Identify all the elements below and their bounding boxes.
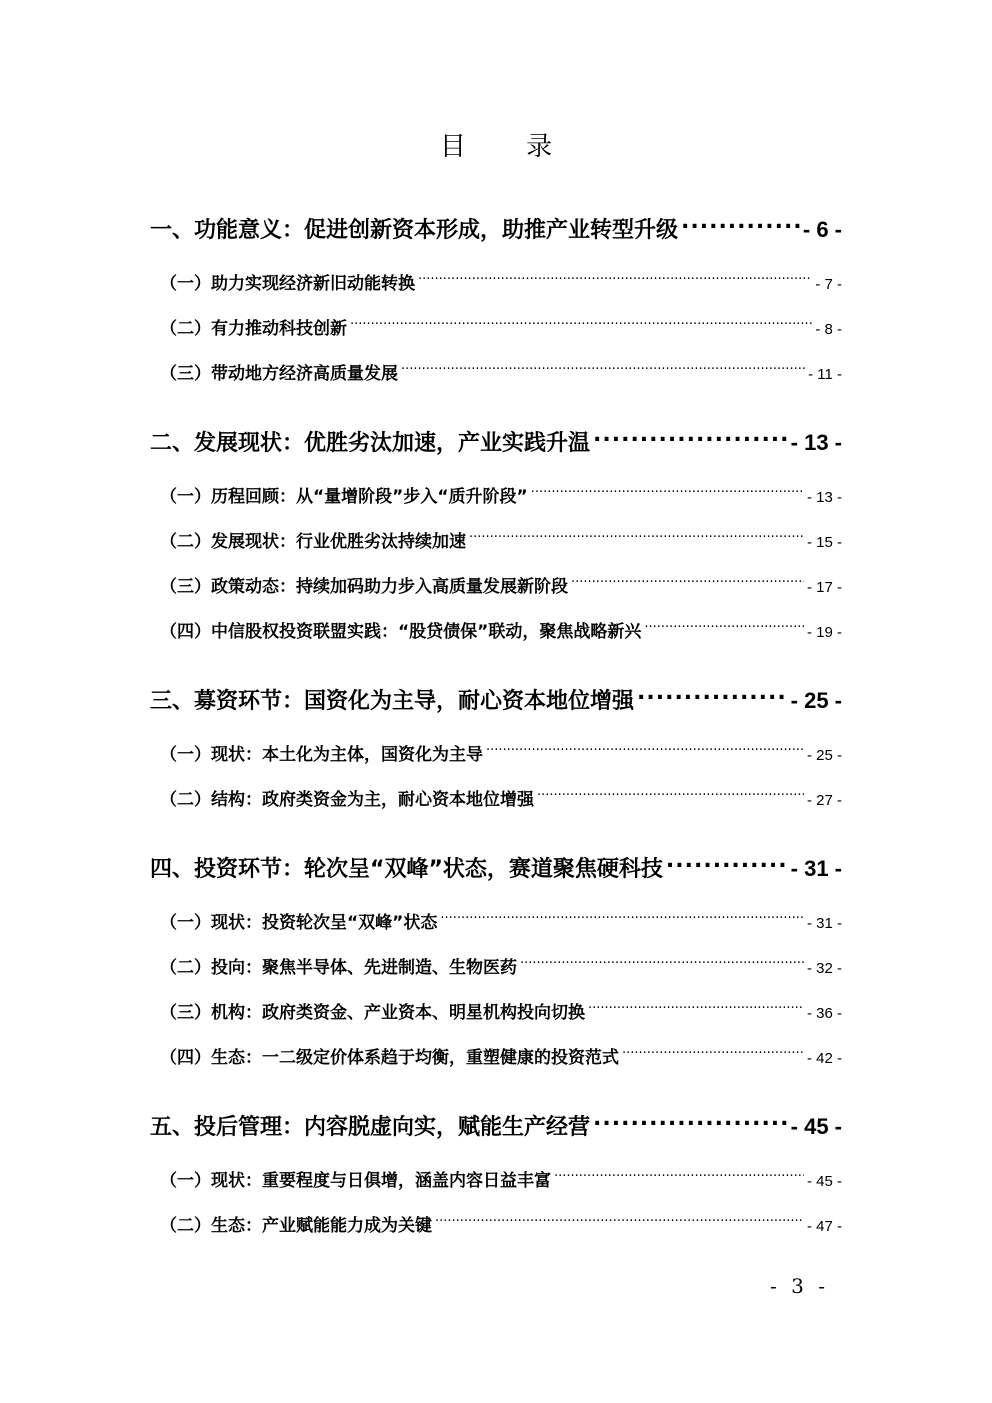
toc-entry-label: 二、发展现状：优胜劣汰加速，产业实践升温 [150,431,591,456]
toc-entry-label: （一）助力实现经济新旧动能转换 [160,274,415,294]
toc-entry-page: - 7 - [815,276,842,293]
toc-dot-leader [531,485,804,502]
toc-entry-label: （一）现状：重要程度与日俱增，涵盖内容日益丰富 [160,1171,551,1191]
toc-entry-page: - 27 - [806,792,842,809]
toc-dot-leader [644,620,804,637]
toc-dot-leader [571,575,804,592]
toc-entry-page: - 31 - [790,856,842,881]
toc-dot-leader [593,1112,788,1134]
toc-dot-leader [440,911,804,928]
toc-entry-page: - 6 - [802,217,842,242]
toc-entry-label: 三、募资环节：国资化为主导，耐心资本地位增强 [150,689,635,714]
toc-entry-page: - 45 - [806,1173,842,1190]
toc-entry-label: （三）带动地方经济高质量发展 [160,364,398,384]
toc-dot-leader [486,743,804,760]
toc-dot-leader [418,272,812,289]
toc-entry-section[interactable] [160,1213,842,1239]
toc-dot-leader [469,530,804,547]
toc-entry-page: - 19 - [806,624,842,641]
toc-entry-label: 一、功能意义：促进创新资本形成，助推产业转型升级 [150,218,679,243]
toc-entry-section[interactable] [160,484,842,510]
toc-entry-page: - 45 - [790,1114,842,1139]
toc-entry-section[interactable] [160,574,842,600]
toc-entry-chapter-3[interactable] [150,685,842,717]
toc-entry-label: （二）结构：政府类资金为主，耐心资本地位增强 [160,790,534,810]
toc-entry-label: （二）有力推动科技创新 [160,319,347,339]
toc-entry-page: - 8 - [815,321,842,338]
toc-entry-section[interactable] [160,1045,842,1071]
toc-entry-section[interactable] [160,361,842,387]
toc-entry-label: （四）生态：一二级定价体系趋于均衡，重塑健康的投资范式 [160,1048,619,1068]
toc-entry-section[interactable] [160,955,842,981]
toc-entry-section[interactable] [160,742,842,768]
toc-entry-page: - 13 - [790,430,842,455]
toc-dot-leader [401,362,805,379]
toc-entry-label: （二）生态：产业赋能能力成为关键 [160,1216,432,1236]
toc-entry-page: - 31 - [806,915,842,932]
toc-entry-page: - 25 - [806,747,842,764]
toc-dot-leader [681,215,800,237]
toc-entry-label: （四）中信股权投资联盟实践：“股贷债保”联动，聚焦战略新兴 [160,622,642,642]
toc-entry-page: - 32 - [806,960,842,977]
toc-entry-section[interactable] [160,529,842,555]
toc-entry-page: - 17 - [806,579,842,596]
toc-entry-label: 五、投后管理：内容脱虚向实，赋能生产经营 [150,1115,591,1140]
toc-entry-chapter-2[interactable] [150,427,842,459]
toc-entry-page: - 25 - [790,688,842,713]
toc-entry-label: 四、投资环节：轮次呈“双峰”状态，赛道聚焦硬科技 [150,857,663,882]
toc-entry-page: - 13 - [806,489,842,506]
toc-entry-label: （二）投向：聚焦半导体、先进制造、生物医药 [160,958,517,978]
toc-entry-label: （三）机构：政府类资金、产业资本、明星机构投向切换 [160,1003,585,1023]
toc-entry-page: - 15 - [806,534,842,551]
toc-entry-page: - 47 - [806,1218,842,1235]
toc-entry-section[interactable] [160,1000,842,1026]
toc-dot-leader [554,1169,804,1186]
toc-dot-leader [435,1214,804,1231]
toc-entry-section[interactable] [160,787,842,813]
toc-entry-chapter-4[interactable] [150,853,842,885]
page-title: 目 录 [439,132,579,162]
toc-entry-page: - 36 - [806,1005,842,1022]
toc-entry-label: （二）发展现状：行业优胜劣汰持续加速 [160,532,466,552]
toc-entry-page: - 42 - [806,1050,842,1067]
toc-entry-section[interactable] [160,619,842,645]
toc-dot-leader [666,854,788,876]
toc-dot-leader [537,788,804,805]
toc-dot-leader [350,317,812,334]
toc-entry-chapter-1[interactable] [150,214,842,246]
toc-entry-section[interactable] [160,271,842,297]
page-number: - 3 - [770,1274,829,1298]
toc-entry-label: （一）历程回顾：从“量增阶段”步入“质升阶段” [160,487,528,507]
toc-dot-leader [637,686,788,708]
toc-entry-page: - 11 - [808,366,842,383]
toc-dot-leader [520,956,804,973]
toc-dot-leader [593,428,788,450]
toc-entry-chapter-5[interactable] [150,1111,842,1143]
toc-entry-label: （一）现状：投资轮次呈“双峰”状态 [160,913,438,933]
toc-dot-leader [622,1046,804,1063]
toc-entry-section[interactable] [160,910,842,936]
toc-entry-section[interactable] [160,316,842,342]
toc-entry-label: （三）政策动态：持续加码助力步入高质量发展新阶段 [160,577,568,597]
toc-dot-leader [588,1001,804,1018]
toc-entry-section[interactable] [160,1168,842,1194]
toc-entry-label: （一）现状：本土化为主体，国资化为主导 [160,745,483,765]
